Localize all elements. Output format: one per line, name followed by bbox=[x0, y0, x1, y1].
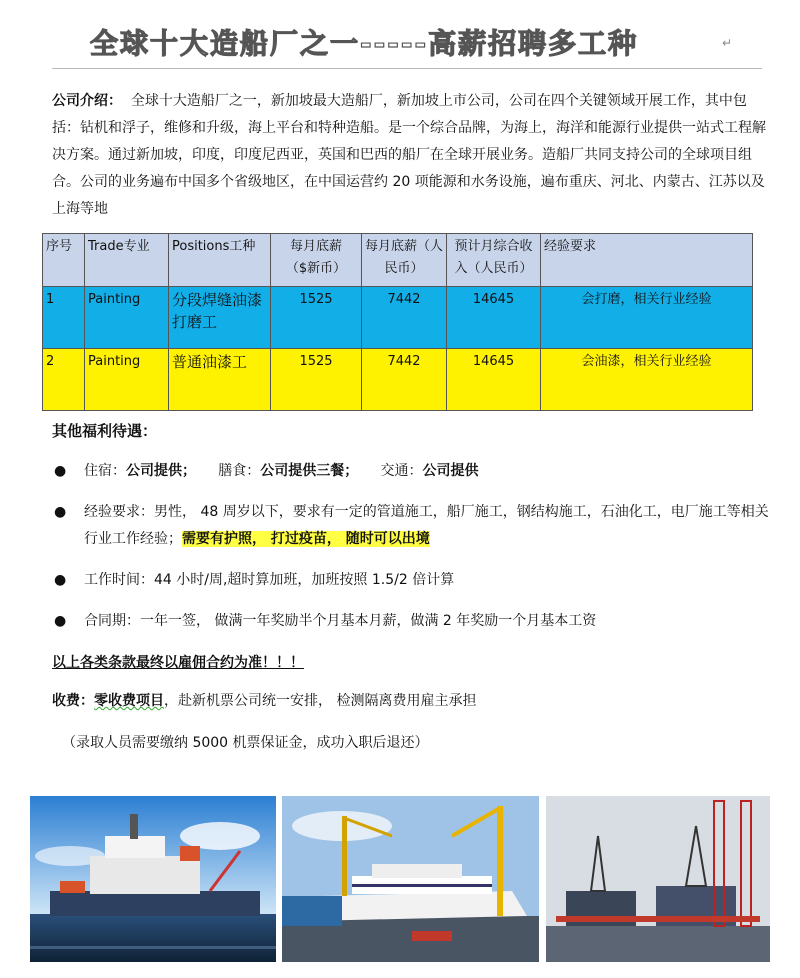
header-cell: 每月底薪（人民币） bbox=[362, 234, 447, 287]
benefits-list bbox=[52, 458, 772, 635]
intro-text: 全球十大造船厂之一，新加坡最大造船厂，新加坡上市公司，公司在四个关键领域开展工作，其中包括：钻机和浮子，维修和升级，海上平台和特种造船。是一个综合品牌，为海上，海洋和能源行业提供一站式工程解决方案。通过新加坡，印度，印度尼西亚，英国和巴西的船厂在全球开展业务。造船厂共同支持公司的全球项目组合。公司的业务遍布中国多个省级地区，在中国运营约 20 项能源和水务设施，遍布重庆、河北、内蒙古、江苏以及上海等地 bbox=[52, 93, 766, 217]
table-header-row bbox=[43, 234, 753, 287]
meals-value: 公司提供三餐； bbox=[260, 463, 359, 479]
cruise-ship-drydock-photo bbox=[282, 796, 539, 962]
fee-line bbox=[52, 690, 476, 710]
total-income-cell: 14645 bbox=[447, 349, 541, 411]
contract-period: 合同期：一年一签， 做满一年奖励半个月基本月薪，做满 2 年奖励一个月基本工资 bbox=[84, 613, 597, 629]
header-cell: Trade专业 bbox=[85, 234, 169, 287]
position-cell: 分段焊缝油漆打磨工 bbox=[169, 287, 271, 349]
final-terms-note: 以上各类条款最终以雇佣合约为准！！！ bbox=[52, 655, 304, 671]
offshore-vessel-photo bbox=[30, 796, 276, 962]
row-number: 2 bbox=[43, 349, 85, 411]
header-cell: 每月底薪（$新币） bbox=[271, 234, 362, 287]
bullet-icon: ● bbox=[54, 613, 67, 629]
fee-label: 收费： bbox=[52, 693, 94, 709]
trade-cell: Painting bbox=[85, 287, 169, 349]
experience-cell: 会打磨，相关行业经验 bbox=[541, 287, 753, 349]
jobs-table bbox=[42, 233, 753, 411]
company-intro bbox=[52, 88, 772, 223]
list-item bbox=[52, 567, 772, 594]
meals-label: 膳食： bbox=[218, 463, 261, 479]
salary-rmb-cell: 7442 bbox=[362, 349, 447, 411]
experience-requirement: 经验要求：男性， 48 周岁以下，要求有一定的管道施工，船厂施工，钢结构施工，石油化工，电厂施工等相关行业工作经验； bbox=[84, 504, 769, 547]
table-row bbox=[43, 349, 753, 411]
header-cell: 经验要求 bbox=[541, 234, 753, 287]
table-row bbox=[43, 287, 753, 349]
salary-sgd-cell: 1525 bbox=[271, 287, 362, 349]
salary-sgd-cell: 1525 bbox=[271, 349, 362, 411]
row-number: 1 bbox=[43, 287, 85, 349]
list-item bbox=[52, 499, 772, 553]
fee-free-text: 零收费项目 bbox=[94, 693, 164, 709]
deposit-note: （录取人员需要缴纳 5000 机票保证金，成功入职后退还） bbox=[62, 735, 429, 751]
transport-label: 交通： bbox=[380, 463, 423, 479]
title-rule bbox=[52, 68, 762, 69]
bullet-icon: ● bbox=[54, 572, 67, 588]
fee-text: ，赴新机票公司统一安排， 检测隔离费用雇主承担 bbox=[164, 693, 477, 709]
trade-cell: Painting bbox=[85, 349, 169, 411]
passport-highlight: 需要有护照， 打过疫苗， 随时可以出境 bbox=[182, 531, 430, 547]
page-title: 全球十大造船厂之一-----高薪招聘多工种 bbox=[90, 27, 639, 60]
header-cell: 序号 bbox=[43, 234, 85, 287]
salary-rmb-cell: 7442 bbox=[362, 287, 447, 349]
paragraph-mark: ↵ bbox=[722, 36, 733, 50]
accommodation-value: 公司提供； bbox=[126, 463, 196, 479]
bullet-icon: ● bbox=[54, 504, 67, 520]
header-cell: Positions工种 bbox=[169, 234, 271, 287]
benefits-title: 其他福利待遇： bbox=[52, 422, 158, 440]
list-item bbox=[52, 608, 772, 635]
header-cell: 预计月综合收入（人民币） bbox=[447, 234, 541, 287]
transport-value: 公司提供 bbox=[422, 463, 479, 479]
accommodation-label: 住宿： bbox=[84, 463, 126, 479]
intro-label: 公司介绍： bbox=[52, 93, 122, 109]
total-income-cell: 14645 bbox=[447, 287, 541, 349]
bullet-icon: ● bbox=[54, 463, 67, 479]
experience-cell: 会油漆，相关行业经验 bbox=[541, 349, 753, 411]
working-hours: 工作时间：44 小时/周,超时算加班，加班按照 1.5/2 倍计算 bbox=[84, 572, 455, 588]
list-item bbox=[52, 458, 772, 485]
drilling-rigs-photo bbox=[546, 796, 770, 962]
position-cell: 普通油漆工 bbox=[169, 349, 271, 411]
